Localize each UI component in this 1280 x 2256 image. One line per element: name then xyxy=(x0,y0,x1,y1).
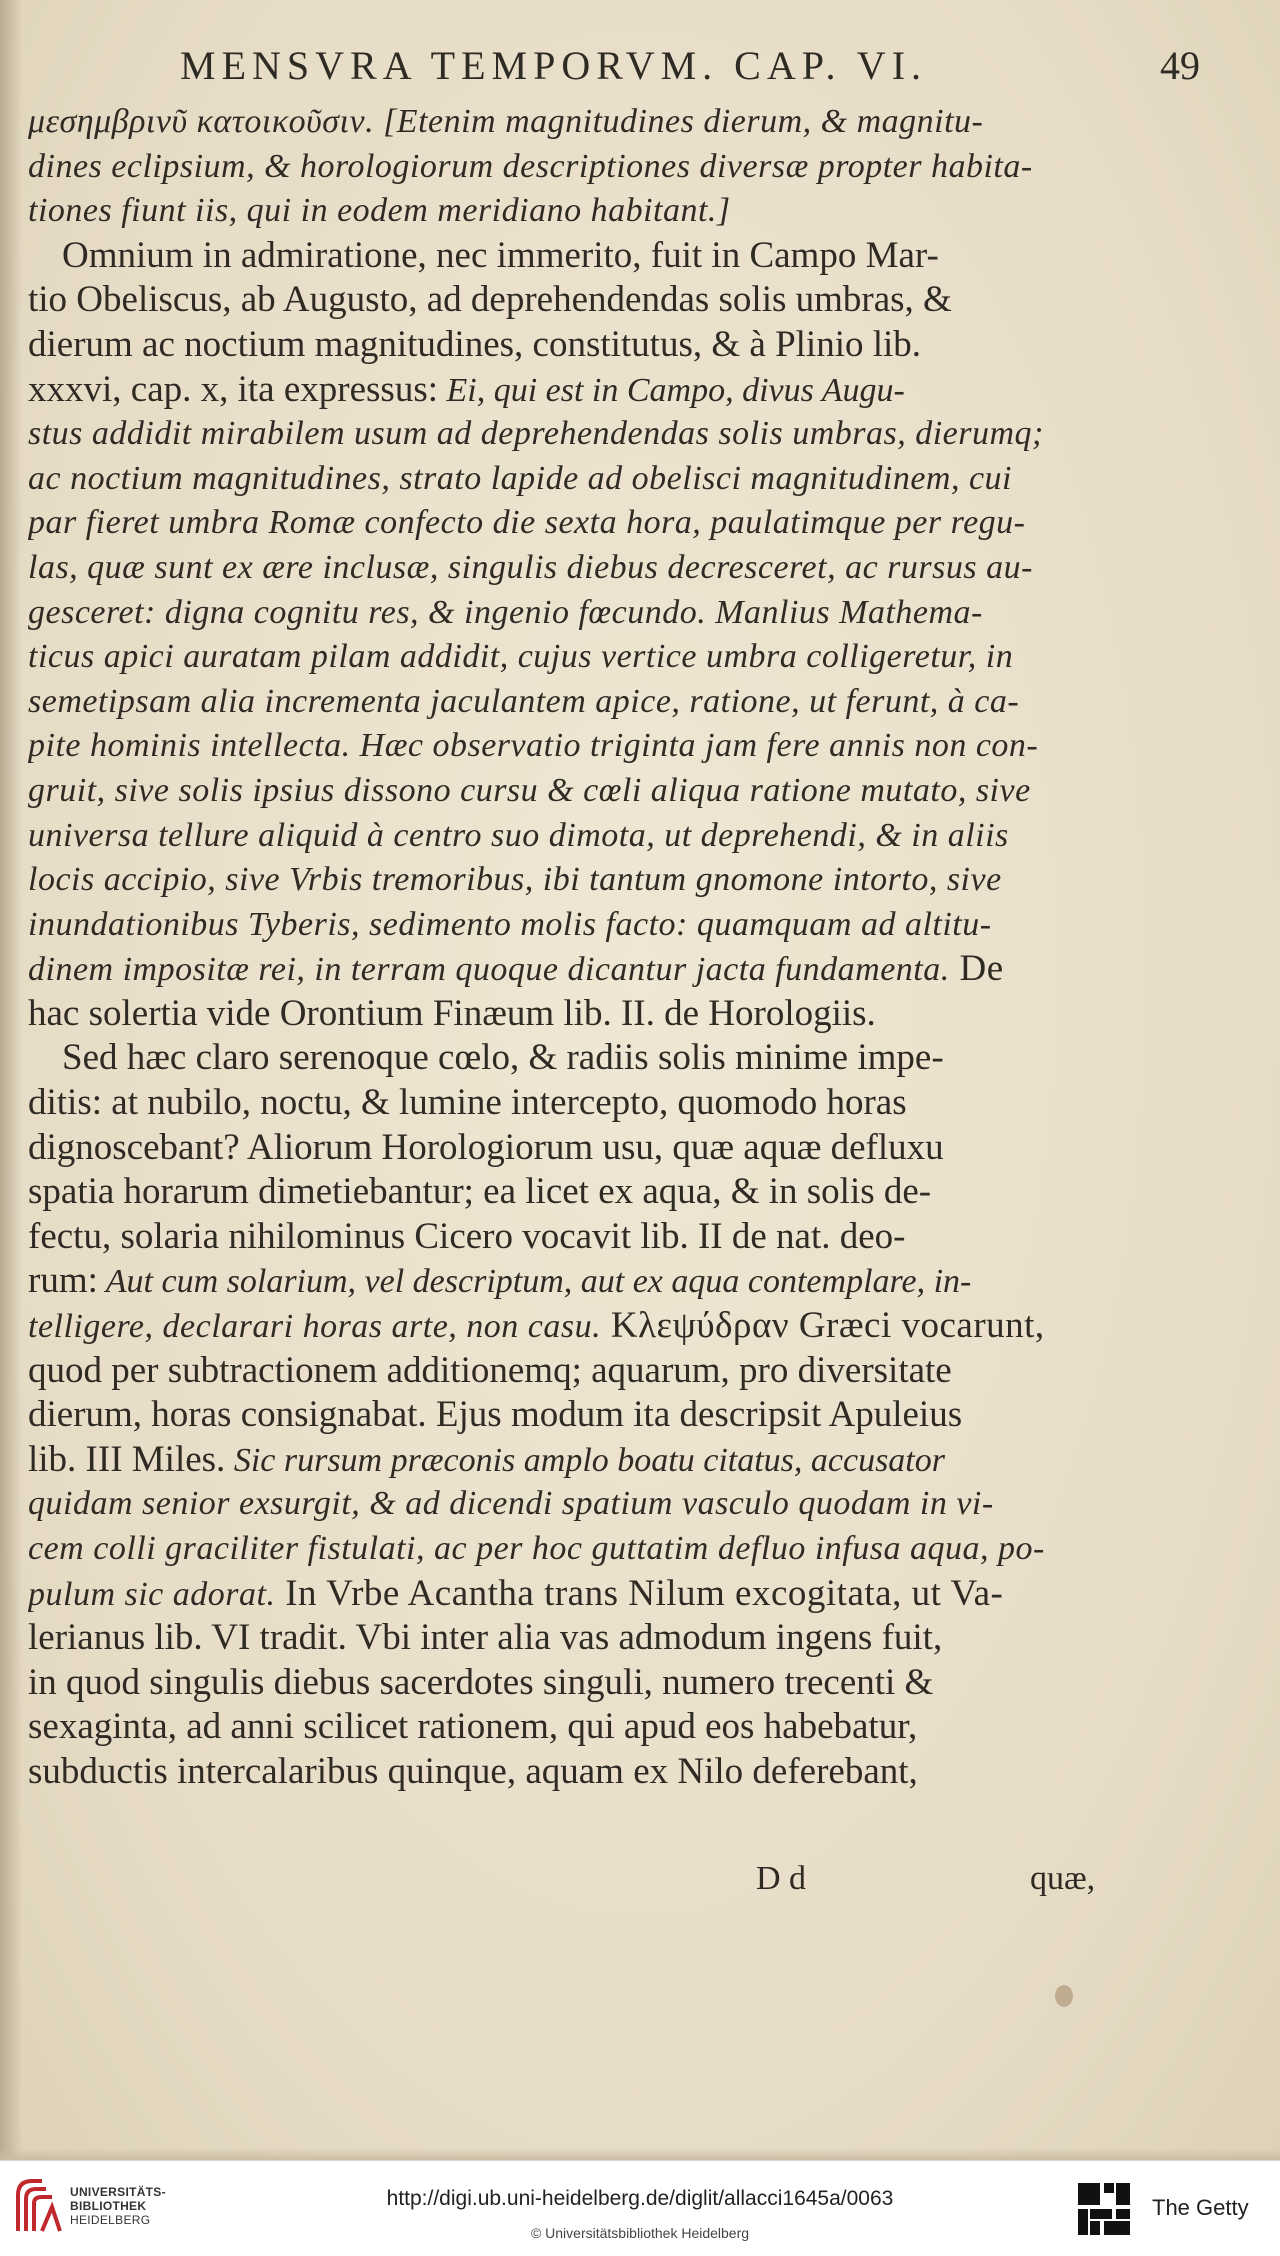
text-line-main: gesceret: digna cognitu res, & ingenio fœcundo. Manlius Mathema- xyxy=(28,593,983,631)
text-line xyxy=(28,1036,1118,1081)
text-line xyxy=(28,1750,1118,1795)
catchword: quæ, xyxy=(1030,1860,1096,1897)
text-line-main: dinem impositæ rei, in terram quoque dicantur jacta fundamenta. xyxy=(28,951,950,989)
text-line-main: universa tellure aliquid à centro suo dimota, ut deprehendi, & in aliis xyxy=(28,816,1009,854)
text-line xyxy=(28,1705,1118,1750)
text-line xyxy=(28,1527,1118,1572)
text-line-italic-tail: Ei, qui est in Campo, divus Augu- xyxy=(438,371,905,409)
text-line-main: las, quæ sunt ex ære inclusæ, singulis diebus decresceret, ac rursus au- xyxy=(28,548,1033,586)
text-line-main: subductis intercalaribus quinque, aquam ex Nilo deferebant, xyxy=(28,1750,918,1792)
text-line xyxy=(28,635,1118,680)
text-line-main: μεσημβρινῦ κατοικοῦσιν. [Etenim magnitudines dierum, & magnitu- xyxy=(28,103,984,140)
page-gutter-shadow xyxy=(0,0,22,2160)
text-line xyxy=(28,769,1118,814)
library-name[interactable]: UNIVERSITÄTS- BIBLIOTHEK HEIDELBERG xyxy=(70,2185,166,2227)
text-line-main: tio Obeliscus, ab Augusto, ad deprehendendas solis umbras, & xyxy=(28,279,952,321)
text-line xyxy=(28,1438,1118,1483)
text-line-main: sexaginta, ad anni scilicet rationem, qui apud eos habebatur, xyxy=(28,1706,918,1748)
text-line xyxy=(28,1393,1118,1438)
getty-name[interactable]: The Getty xyxy=(1152,2195,1249,2220)
viewer-footer xyxy=(0,2160,1280,2256)
text-line xyxy=(28,903,1118,948)
text-line xyxy=(28,1126,1118,1171)
text-line-main: cem colli graciliter fistulati, ac per hoc guttatim defluo infusa aqua, po- xyxy=(28,1530,1045,1567)
ink-stain xyxy=(1055,1985,1073,2007)
text-line-main: par fieret umbra Romæ confecto die sexta hora, paulatimque per regu- xyxy=(28,504,1026,542)
text-line xyxy=(28,1259,1118,1304)
text-line-main: ticus apici auratam pilam addidit, cujus vertice umbra colligeretur, in xyxy=(28,638,1014,676)
text-line xyxy=(28,680,1118,725)
text-line xyxy=(28,1304,1118,1349)
text-line-main: dierum ac noctium magnitudines, constitutus, & à Plinio lib. xyxy=(28,323,922,365)
page-number: 49 xyxy=(1160,43,1200,88)
text-line xyxy=(28,814,1118,859)
text-line xyxy=(28,1081,1118,1126)
text-line-italic-tail: Aut cum solarium, vel descriptum, aut ex aqua contemplare, in- xyxy=(97,1263,972,1301)
text-line xyxy=(28,1215,1118,1260)
text-line xyxy=(28,947,1118,992)
text-line-main: dierum, horas consignabat. Ejus modum ita descripsit Apuleius xyxy=(28,1394,963,1436)
signature-mark: D d xyxy=(756,1860,807,1897)
text-line-roman-tail: De xyxy=(949,948,1004,990)
text-line-main: spatia horarum dimetiebantur; ea licet ex aqua, & in solis de- xyxy=(28,1171,932,1213)
text-line xyxy=(28,234,1118,279)
text-line xyxy=(28,1661,1118,1706)
text-line xyxy=(28,992,1118,1037)
text-line xyxy=(28,1482,1118,1527)
text-line-main: rum: xyxy=(28,1260,98,1302)
text-line-main: lib. III Miles. xyxy=(28,1438,226,1480)
text-line-italic-tail: Sic rursum præconis amplo boatu citatus, accusator xyxy=(225,1441,945,1479)
text-line xyxy=(28,591,1118,636)
text-line-main: in quod singulis diebus sacerdotes singuli, numero trecenti & xyxy=(28,1661,934,1703)
text-line-main: ac noctium magnitudines, strato lapide ad obelisci magnitudinem, cui xyxy=(28,459,1013,497)
running-head xyxy=(180,38,1200,98)
getty-logo-icon[interactable] xyxy=(1076,2181,1132,2237)
text-line-main: semetipsam alia incrementa jaculantem apice, ratione, ut ferunt, à ca- xyxy=(28,682,1020,720)
text-line xyxy=(28,412,1118,457)
text-line xyxy=(28,278,1118,323)
text-line xyxy=(28,100,1118,145)
text-line xyxy=(28,858,1118,903)
text-line xyxy=(28,457,1118,502)
text-line-roman-tail: In Vrbe Acantha trans Nilum excogitata, ut Va- xyxy=(275,1572,1004,1614)
text-line-main: quidam senior exsurgit, & ad dicendi spatium vasculo quodam in vi- xyxy=(28,1485,994,1523)
text-line-main: hac solertia vide Orontium Finæum lib. II. de Horologiis. xyxy=(28,992,876,1034)
text-line-main: locis accipio, sive Vrbis tremoribus, ibi tantum gnomone intorto, sive xyxy=(28,861,1002,899)
text-line-main: tiones fiunt iis, qui in eodem meridiano habitant.] xyxy=(28,192,731,230)
text-line-main: gruit, sive solis ipsius dissono cursu & cœli aliqua ratione mutato, sive xyxy=(28,771,1031,809)
text-line-main: ditis: at nubilo, noctu, & lumine intercepto, quomodo horas xyxy=(28,1082,907,1124)
text-line-main: lerianus lib. VI tradit. Vbi inter alia vas admodum ingens fuit, xyxy=(28,1617,943,1659)
text-line-main: dignoscebant? Aliorum Horologiorum usu, quæ aquæ defluxu xyxy=(28,1126,944,1168)
text-line xyxy=(28,189,1118,234)
text-line xyxy=(28,1572,1118,1617)
text-line xyxy=(28,1349,1118,1394)
text-line xyxy=(28,501,1118,546)
text-line xyxy=(28,724,1118,769)
text-line-main: xxxvi, cap. x, ita expressus: xyxy=(28,368,438,410)
text-line-main: inundationibus Tyberis, sedimento molis facto: quamquam ad altitu- xyxy=(28,905,992,943)
text-line xyxy=(28,1170,1118,1215)
text-line-main: dines eclipsium, & horologiorum descriptiones diversæ propter habita- xyxy=(28,147,1033,185)
text-line-main: Omnium in admiratione, nec immerito, fuit in Campo Mar- xyxy=(62,234,939,276)
text-line xyxy=(28,546,1118,591)
running-head-title: MENSVRA TEMPORVM. CAP. VI. xyxy=(180,43,928,88)
text-line-main: stus addidit mirabilem usum ad deprehendendas solis umbras, dierumq; xyxy=(28,415,1044,453)
page-bottom-edge xyxy=(0,2148,1280,2160)
permalink-url[interactable]: http://digi.ub.uni-heidelberg.de/diglit/allacci1645a/0063 xyxy=(386,2187,894,2210)
text-line-main: telligere, declarari horas arte, non casu. xyxy=(28,1308,602,1346)
text-line-main: fectu, solaria nihilominus Cicero vocavit lib. II de nat. deo- xyxy=(28,1215,906,1257)
text-line xyxy=(28,1616,1118,1661)
text-line-main: quod per subtractionem additionemq; aquarum, pro diversitate xyxy=(28,1349,952,1391)
text-line xyxy=(28,323,1118,368)
text-line xyxy=(28,368,1118,413)
text-line xyxy=(28,145,1118,190)
body-text xyxy=(28,100,1118,1795)
copyright-notice: © Universitätsbibliothek Heidelberg xyxy=(530,2225,750,2241)
text-line-main: Sed hæc claro serenoque cœlo, & radiis solis minime impe- xyxy=(62,1037,944,1079)
text-line-main: pulum sic adorat. xyxy=(28,1575,276,1613)
university-library-logo-icon[interactable] xyxy=(12,2175,64,2235)
text-line-main: pite hominis intellecta. Hæc observatio triginta jam fere annis non con- xyxy=(28,727,1039,765)
text-line-roman-tail: Κλεψύδραν Græci vocarunt, xyxy=(601,1305,1045,1347)
